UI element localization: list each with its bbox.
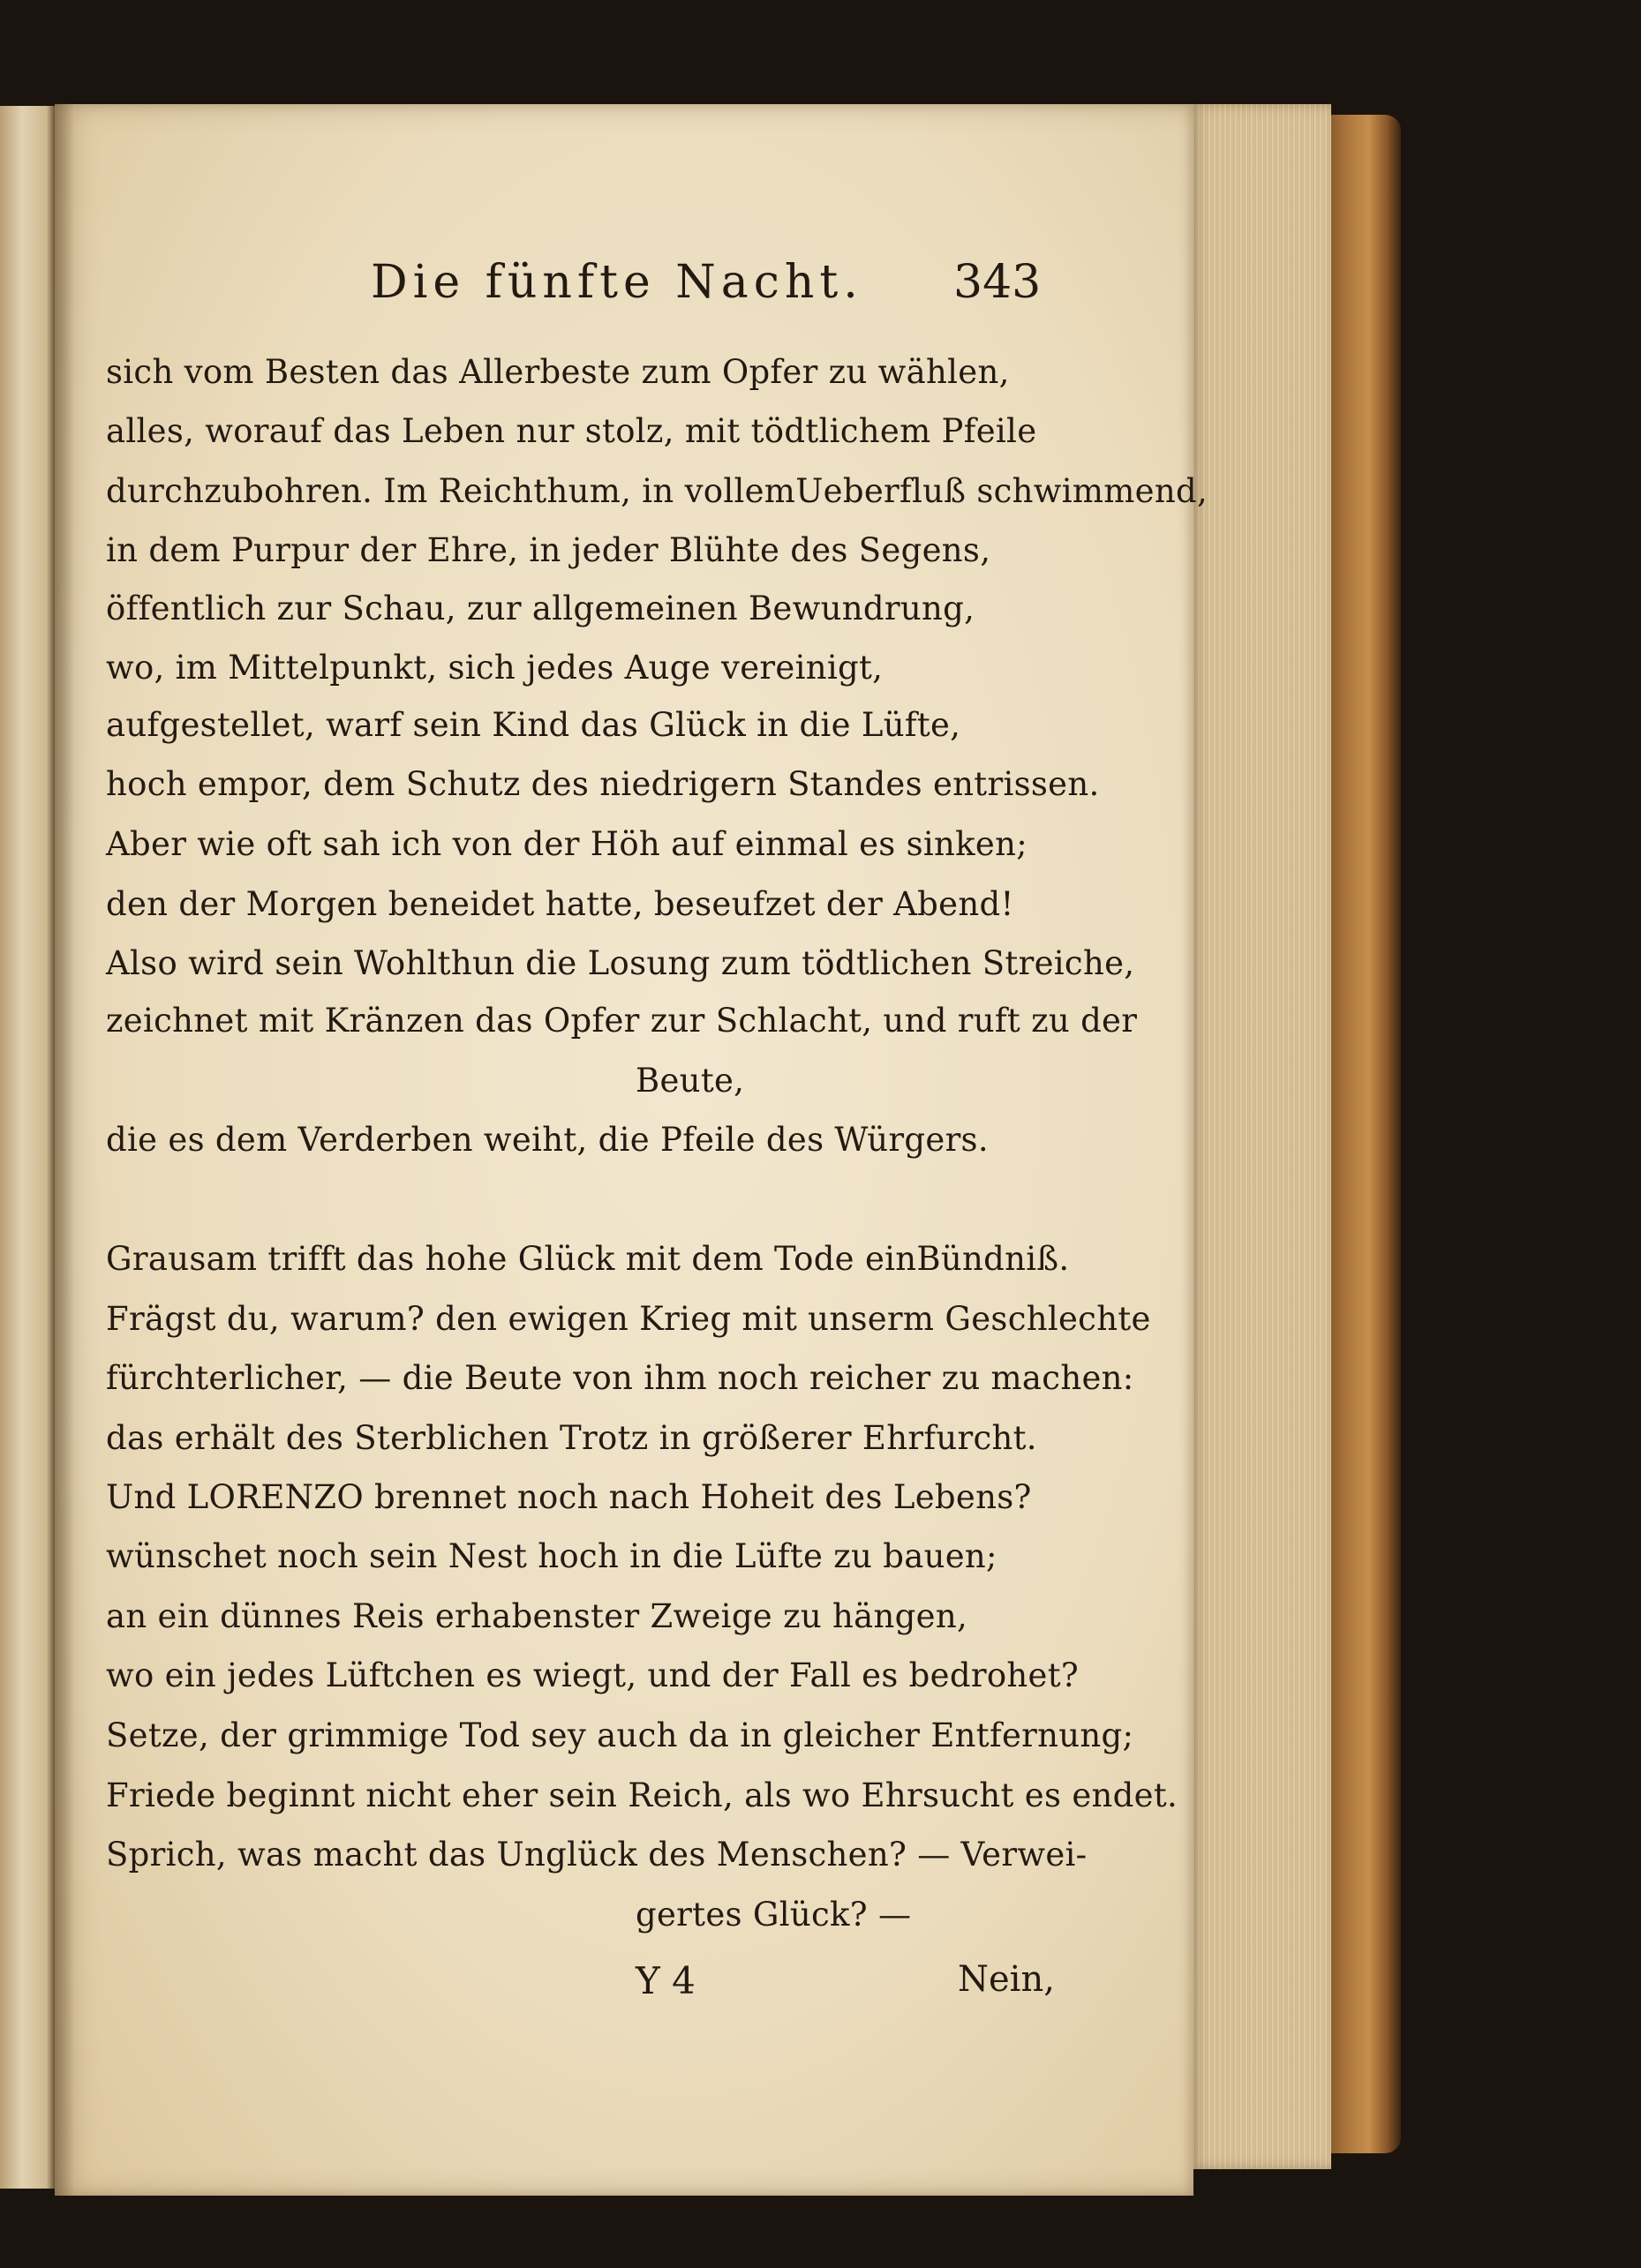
verse-line: durchzubohren. Im Reichthum, in vollemUeberfluß schwimmend, [106,472,1208,510]
verse-line: an ein dünnes Reis erhabenster Zweige zu hängen, [106,1597,968,1635]
verse-line: Frägst du, warum? den ewigen Krieg mit unserm Geschlechte [106,1300,1151,1338]
verse-line-turnover: gertes Glück? — [636,1896,912,1934]
page-gutter-shadow [55,104,74,2196]
verse-line: öffentlich zur Schau, zur allgemeinen Bewundrung, [106,590,975,627]
book-cover-edge [1329,115,1401,2153]
verse-line: die es dem Verderben weiht, die Pfeile des Würgers. [106,1121,989,1159]
verse-line: Grausam trifft das hohe Glück mit dem Tode einBündniß. [106,1240,1070,1278]
verse-line: wo, im Mittelpunkt, sich jedes Auge vereinigt, [106,649,884,687]
signature-mark: Y 4 [636,1959,696,2002]
verse-line: Und LORENZO brennet noch nach Hoheit des Lebens? [106,1478,1032,1516]
catchword: Nein, [958,1959,1055,2000]
page-number: 343 [953,256,1042,309]
verse-line: wünschet noch sein Nest hoch in die Lüfte zu bauen; [106,1537,997,1575]
verse-line: alles, worauf das Leben nur stolz, mit tödtlichem Pfeile [106,412,1037,450]
verse-line: Sprich, was macht das Unglück des Menschen? — Verwei- [106,1836,1088,1874]
verse-line: aufgestellet, warf sein Kind das Glück in die Lüfte, [106,706,961,744]
facing-page-edge [0,106,55,2189]
verse-line: zeichnet mit Kränzen das Opfer zur Schlacht, und ruft zu der [106,1002,1138,1040]
verse-line: Aber wie oft sah ich von der Höh auf einmal es sinken; [106,825,1028,863]
verse-line: hoch empor, dem Schutz des niedrigern Standes entrissen. [106,765,1100,803]
verse-line: Setze, der grimmige Tod sey auch da in gleicher Entfernung; [106,1716,1134,1754]
verse-line: fürchterlicher, — die Beute von ihm noch reicher zu machen: [106,1359,1134,1397]
verse-line: das erhält des Sterblichen Trotz in größerer Ehrfurcht. [106,1419,1037,1457]
verse-line-turnover: Beute, [636,1062,745,1100]
verse-line: Also wird sein Wohlthun die Losung zum tödtlichen Streiche, [106,944,1135,982]
verse-line: den der Morgen beneidet hatte, beseufzet der Abend! [106,885,1014,923]
verse-line: in dem Purpur der Ehre, in jeder Blühte des Segens, [106,531,991,569]
verse-line: wo ein jedes Lüftchen es wiegt, und der Fall es bedrohet? [106,1656,1080,1694]
verse-line: sich vom Besten das Allerbeste zum Opfer zu wählen, [106,353,1010,391]
page-block-edges [1190,104,1331,2169]
verse-line: Friede beginnt nicht eher sein Reich, als wo Ehrsucht es endet. [106,1776,1178,1814]
running-title: Die fünfte Nacht. [371,256,863,309]
